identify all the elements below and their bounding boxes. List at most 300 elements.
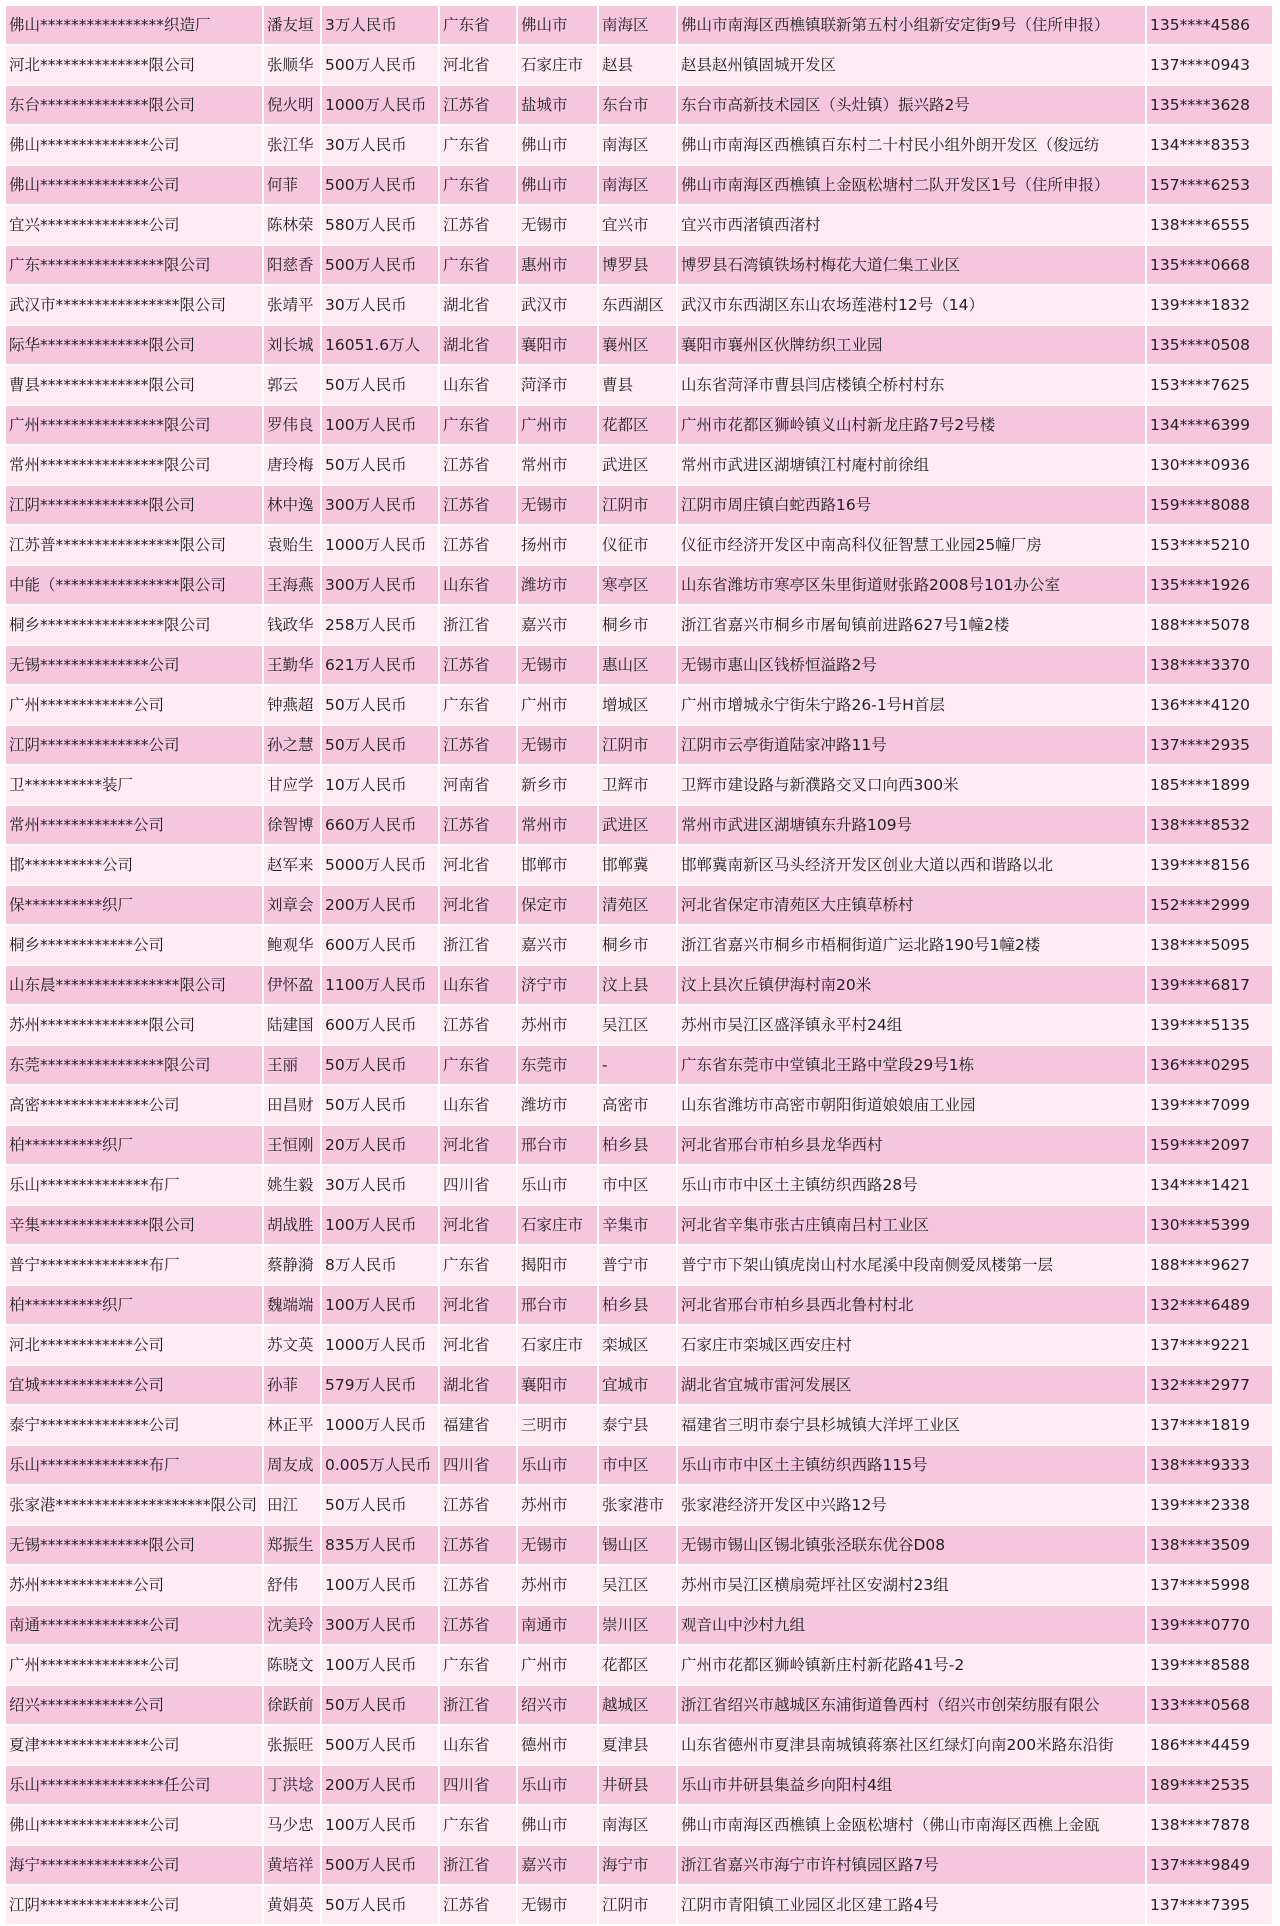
company-name-cell: 无锡**************公司 bbox=[6, 646, 262, 684]
province-cell: 湖北省 bbox=[440, 1366, 516, 1404]
table-row bbox=[6, 1526, 1274, 1566]
registered-capital-cell: 300万人民币 bbox=[322, 486, 438, 524]
province-cell: 广东省 bbox=[440, 6, 516, 44]
address-cell: 江阴市青阳镇工业园区北区建工路4号 bbox=[678, 1886, 1145, 1924]
district-cell: 柏乡县 bbox=[599, 1286, 676, 1324]
company-name-cell: 中能（****************限公司 bbox=[6, 566, 262, 604]
address-cell: 东台市高新技术园区（头灶镇）振兴路2号 bbox=[678, 86, 1145, 124]
district-cell: 普宁市 bbox=[599, 1246, 676, 1284]
district-cell: 增城区 bbox=[599, 686, 676, 724]
province-cell: 四川省 bbox=[440, 1766, 516, 1804]
table-row bbox=[6, 86, 1274, 126]
phone-cell: 138****5095 bbox=[1147, 926, 1272, 964]
phone-cell: 189****2535 bbox=[1147, 1766, 1272, 1804]
district-cell: - bbox=[599, 1046, 676, 1084]
address-cell: 浙江省嘉兴市桐乡市梧桐街道广运北路190号1幢2楼 bbox=[678, 926, 1145, 964]
phone-cell: 139****0770 bbox=[1147, 1606, 1272, 1644]
city-cell: 乐山市 bbox=[518, 1166, 597, 1204]
address-cell: 常州市武进区湖塘镇东升路109号 bbox=[678, 806, 1145, 844]
district-cell: 江阴市 bbox=[599, 486, 676, 524]
city-cell: 佛山市 bbox=[518, 1806, 597, 1844]
registered-capital-cell: 258万人民币 bbox=[322, 606, 438, 644]
table-row bbox=[6, 326, 1274, 366]
province-cell: 山东省 bbox=[440, 366, 516, 404]
province-cell: 山东省 bbox=[440, 566, 516, 604]
phone-cell: 139****2338 bbox=[1147, 1486, 1272, 1524]
province-cell: 江苏省 bbox=[440, 206, 516, 244]
legal-rep-cell: 魏端端 bbox=[264, 1286, 320, 1324]
province-cell: 浙江省 bbox=[440, 1686, 516, 1724]
address-cell: 广州市花都区狮岭镇义山村新龙庄路7号2号楼 bbox=[678, 406, 1145, 444]
province-cell: 河北省 bbox=[440, 846, 516, 884]
company-name-cell: 海宁**************公司 bbox=[6, 1846, 262, 1884]
district-cell: 赵县 bbox=[599, 46, 676, 84]
city-cell: 无锡市 bbox=[518, 206, 597, 244]
district-cell: 井研县 bbox=[599, 1766, 676, 1804]
city-cell: 石家庄市 bbox=[518, 46, 597, 84]
table-row bbox=[6, 1406, 1274, 1446]
legal-rep-cell: 林正平 bbox=[264, 1406, 320, 1444]
province-cell: 山东省 bbox=[440, 966, 516, 1004]
city-cell: 常州市 bbox=[518, 446, 597, 484]
registered-capital-cell: 100万人民币 bbox=[322, 1566, 438, 1604]
table-row bbox=[6, 6, 1274, 46]
address-cell: 福建省三明市泰宁县杉城镇大洋坪工业区 bbox=[678, 1406, 1145, 1444]
district-cell: 市中区 bbox=[599, 1446, 676, 1484]
city-cell: 苏州市 bbox=[518, 1566, 597, 1604]
city-cell: 乐山市 bbox=[518, 1766, 597, 1804]
table-row bbox=[6, 566, 1274, 606]
address-cell: 常州市武进区湖塘镇江村庵村前徐组 bbox=[678, 446, 1145, 484]
table-row bbox=[6, 766, 1274, 806]
table-row bbox=[6, 206, 1274, 246]
city-cell: 襄阳市 bbox=[518, 326, 597, 364]
phone-cell: 157****6253 bbox=[1147, 166, 1272, 204]
province-cell: 四川省 bbox=[440, 1446, 516, 1484]
city-cell: 佛山市 bbox=[518, 6, 597, 44]
legal-rep-cell: 周友成 bbox=[264, 1446, 320, 1484]
province-cell: 江苏省 bbox=[440, 526, 516, 564]
city-cell: 惠州市 bbox=[518, 246, 597, 284]
registered-capital-cell: 579万人民币 bbox=[322, 1366, 438, 1404]
registered-capital-cell: 50万人民币 bbox=[322, 1086, 438, 1124]
district-cell: 海宁市 bbox=[599, 1846, 676, 1884]
province-cell: 广东省 bbox=[440, 166, 516, 204]
registered-capital-cell: 1000万人民币 bbox=[322, 1406, 438, 1444]
phone-cell: 159****8088 bbox=[1147, 486, 1272, 524]
district-cell: 宜兴市 bbox=[599, 206, 676, 244]
legal-rep-cell: 袁贻生 bbox=[264, 526, 320, 564]
phone-cell: 132****6489 bbox=[1147, 1286, 1272, 1324]
table-row bbox=[6, 1566, 1274, 1606]
phone-cell: 137****0943 bbox=[1147, 46, 1272, 84]
company-name-cell: 桐乡****************限公司 bbox=[6, 606, 262, 644]
address-cell: 佛山市南海区西樵镇上金瓯松塘村（佛山市南海区西樵上金瓯 bbox=[678, 1806, 1145, 1844]
phone-cell: 186****4459 bbox=[1147, 1726, 1272, 1764]
company-table bbox=[6, 6, 1274, 1926]
legal-rep-cell: 孙之慧 bbox=[264, 726, 320, 764]
legal-rep-cell: 何菲 bbox=[264, 166, 320, 204]
table-row bbox=[6, 1086, 1274, 1126]
province-cell: 河南省 bbox=[440, 766, 516, 804]
city-cell: 苏州市 bbox=[518, 1006, 597, 1044]
province-cell: 广东省 bbox=[440, 246, 516, 284]
city-cell: 保定市 bbox=[518, 886, 597, 924]
company-name-cell: 东莞****************限公司 bbox=[6, 1046, 262, 1084]
district-cell: 博罗县 bbox=[599, 246, 676, 284]
legal-rep-cell: 郑振生 bbox=[264, 1526, 320, 1564]
table-row bbox=[6, 606, 1274, 646]
company-name-cell: 苏州************公司 bbox=[6, 1566, 262, 1604]
phone-cell: 135****0668 bbox=[1147, 246, 1272, 284]
legal-rep-cell: 张顺华 bbox=[264, 46, 320, 84]
legal-rep-cell: 王勤华 bbox=[264, 646, 320, 684]
province-cell: 河北省 bbox=[440, 1126, 516, 1164]
legal-rep-cell: 王恒刚 bbox=[264, 1126, 320, 1164]
address-cell: 广东省东莞市中堂镇北王路中堂段29号1栋 bbox=[678, 1046, 1145, 1084]
district-cell: 高密市 bbox=[599, 1086, 676, 1124]
district-cell: 栾城区 bbox=[599, 1326, 676, 1364]
address-cell: 邯郸冀南新区马头经济开发区创业大道以西和谐路以北 bbox=[678, 846, 1145, 884]
table-row bbox=[6, 1166, 1274, 1206]
province-cell: 湖北省 bbox=[440, 326, 516, 364]
registered-capital-cell: 600万人民币 bbox=[322, 1006, 438, 1044]
registered-capital-cell: 50万人民币 bbox=[322, 366, 438, 404]
city-cell: 嘉兴市 bbox=[518, 1846, 597, 1884]
registered-capital-cell: 200万人民币 bbox=[322, 886, 438, 924]
phone-cell: 137****9221 bbox=[1147, 1326, 1272, 1364]
province-cell: 河北省 bbox=[440, 886, 516, 924]
city-cell: 三明市 bbox=[518, 1406, 597, 1444]
company-name-cell: 柏**********织厂 bbox=[6, 1286, 262, 1324]
registered-capital-cell: 30万人民币 bbox=[322, 126, 438, 164]
district-cell: 寒亭区 bbox=[599, 566, 676, 604]
legal-rep-cell: 舒伟 bbox=[264, 1566, 320, 1604]
legal-rep-cell: 王丽 bbox=[264, 1046, 320, 1084]
phone-cell: 138****3509 bbox=[1147, 1526, 1272, 1564]
province-cell: 广东省 bbox=[440, 1246, 516, 1284]
company-name-cell: 邯**********公司 bbox=[6, 846, 262, 884]
table-row bbox=[6, 886, 1274, 926]
city-cell: 苏州市 bbox=[518, 1486, 597, 1524]
city-cell: 邢台市 bbox=[518, 1286, 597, 1324]
address-cell: 卫辉市建设路与新濮路交叉口向西300米 bbox=[678, 766, 1145, 804]
legal-rep-cell: 姚生毅 bbox=[264, 1166, 320, 1204]
table-row bbox=[6, 366, 1274, 406]
city-cell: 广州市 bbox=[518, 406, 597, 444]
city-cell: 佛山市 bbox=[518, 126, 597, 164]
city-cell: 常州市 bbox=[518, 806, 597, 844]
table-row bbox=[6, 806, 1274, 846]
address-cell: 乐山市井研县集益乡向阳村4组 bbox=[678, 1766, 1145, 1804]
legal-rep-cell: 张江华 bbox=[264, 126, 320, 164]
phone-cell: 159****2097 bbox=[1147, 1126, 1272, 1164]
phone-cell: 188****9627 bbox=[1147, 1246, 1272, 1284]
table-row bbox=[6, 1006, 1274, 1046]
city-cell: 扬州市 bbox=[518, 526, 597, 564]
company-name-cell: 曹县**************限公司 bbox=[6, 366, 262, 404]
table-row bbox=[6, 1326, 1274, 1366]
district-cell: 仪征市 bbox=[599, 526, 676, 564]
company-name-cell: 张家港********************限公司 bbox=[6, 1486, 262, 1524]
registered-capital-cell: 16051.6万人 bbox=[322, 326, 438, 364]
city-cell: 嘉兴市 bbox=[518, 926, 597, 964]
legal-rep-cell: 沈美玲 bbox=[264, 1606, 320, 1644]
company-name-cell: 乐山**************布厂 bbox=[6, 1446, 262, 1484]
phone-cell: 137****5998 bbox=[1147, 1566, 1272, 1604]
company-name-cell: 桐乡************公司 bbox=[6, 926, 262, 964]
legal-rep-cell: 胡战胜 bbox=[264, 1206, 320, 1244]
city-cell: 揭阳市 bbox=[518, 1246, 597, 1284]
phone-cell: 137****2935 bbox=[1147, 726, 1272, 764]
address-cell: 无锡市惠山区钱桥恒溢路2号 bbox=[678, 646, 1145, 684]
company-name-cell: 常州****************限公司 bbox=[6, 446, 262, 484]
company-name-cell: 高密**************公司 bbox=[6, 1086, 262, 1124]
address-cell: 佛山市南海区西樵镇上金瓯松塘村二队开发区1号（住所申报） bbox=[678, 166, 1145, 204]
table-row bbox=[6, 1646, 1274, 1686]
city-cell: 潍坊市 bbox=[518, 566, 597, 604]
address-cell: 山东省潍坊市寒亭区朱里街道财张路2008号101办公室 bbox=[678, 566, 1145, 604]
address-cell: 苏州市吴江区盛泽镇永平村24组 bbox=[678, 1006, 1145, 1044]
legal-rep-cell: 黄娟英 bbox=[264, 1886, 320, 1924]
company-name-cell: 东台**************限公司 bbox=[6, 86, 262, 124]
province-cell: 广东省 bbox=[440, 1806, 516, 1844]
district-cell: 武进区 bbox=[599, 806, 676, 844]
city-cell: 广州市 bbox=[518, 686, 597, 724]
table-row bbox=[6, 966, 1274, 1006]
registered-capital-cell: 835万人民币 bbox=[322, 1526, 438, 1564]
company-name-cell: 普宁**************布厂 bbox=[6, 1246, 262, 1284]
address-cell: 山东省菏泽市曹县闫店楼镇仝桥村村东 bbox=[678, 366, 1145, 404]
city-cell: 盐城市 bbox=[518, 86, 597, 124]
province-cell: 广东省 bbox=[440, 686, 516, 724]
city-cell: 无锡市 bbox=[518, 1526, 597, 1564]
legal-rep-cell: 甘应学 bbox=[264, 766, 320, 804]
address-cell: 宜兴市西渚镇西渚村 bbox=[678, 206, 1145, 244]
city-cell: 济宁市 bbox=[518, 966, 597, 1004]
registered-capital-cell: 30万人民币 bbox=[322, 286, 438, 324]
legal-rep-cell: 阳慈香 bbox=[264, 246, 320, 284]
phone-cell: 139****7099 bbox=[1147, 1086, 1272, 1124]
company-name-cell: 乐山**************布厂 bbox=[6, 1166, 262, 1204]
phone-cell: 137****7395 bbox=[1147, 1886, 1272, 1924]
table-row bbox=[6, 846, 1274, 886]
address-cell: 佛山市南海区西樵镇联新第五村小组新安定街9号（住所申报） bbox=[678, 6, 1145, 44]
phone-cell: 136****4120 bbox=[1147, 686, 1272, 724]
registered-capital-cell: 100万人民币 bbox=[322, 1646, 438, 1684]
district-cell: 江阴市 bbox=[599, 1886, 676, 1924]
city-cell: 潍坊市 bbox=[518, 1086, 597, 1124]
address-cell: 苏州市吴江区横扇菀坪社区安湖村23组 bbox=[678, 1566, 1145, 1604]
phone-cell: 139****1832 bbox=[1147, 286, 1272, 324]
company-name-cell: 常州************公司 bbox=[6, 806, 262, 844]
company-name-cell: 际华**************限公司 bbox=[6, 326, 262, 364]
table-row bbox=[6, 126, 1274, 166]
phone-cell: 188****5078 bbox=[1147, 606, 1272, 644]
company-name-cell: 柏**********织厂 bbox=[6, 1126, 262, 1164]
legal-rep-cell: 田昌财 bbox=[264, 1086, 320, 1124]
address-cell: 石家庄市栾城区西安庄村 bbox=[678, 1326, 1145, 1364]
district-cell: 卫辉市 bbox=[599, 766, 676, 804]
table-row bbox=[6, 1286, 1274, 1326]
registered-capital-cell: 500万人民币 bbox=[322, 246, 438, 284]
company-name-cell: 南通**************公司 bbox=[6, 1606, 262, 1644]
province-cell: 江苏省 bbox=[440, 1566, 516, 1604]
table-row bbox=[6, 646, 1274, 686]
city-cell: 无锡市 bbox=[518, 646, 597, 684]
table-row bbox=[6, 1126, 1274, 1166]
company-name-cell: 江苏普****************限公司 bbox=[6, 526, 262, 564]
phone-cell: 132****2977 bbox=[1147, 1366, 1272, 1404]
company-name-cell: 夏津**************公司 bbox=[6, 1726, 262, 1764]
legal-rep-cell: 丁洪埝 bbox=[264, 1766, 320, 1804]
table-row bbox=[6, 1686, 1274, 1726]
legal-rep-cell: 钟燕超 bbox=[264, 686, 320, 724]
district-cell: 江阴市 bbox=[599, 726, 676, 764]
district-cell: 花都区 bbox=[599, 1646, 676, 1684]
district-cell: 邯郸冀 bbox=[599, 846, 676, 884]
registered-capital-cell: 3万人民币 bbox=[322, 6, 438, 44]
district-cell: 夏津县 bbox=[599, 1726, 676, 1764]
company-name-cell: 宜兴**************公司 bbox=[6, 206, 262, 244]
legal-rep-cell: 黄培祥 bbox=[264, 1846, 320, 1884]
registered-capital-cell: 50万人民币 bbox=[322, 446, 438, 484]
province-cell: 江苏省 bbox=[440, 1006, 516, 1044]
legal-rep-cell: 陈林荣 bbox=[264, 206, 320, 244]
company-name-cell: 广州**************公司 bbox=[6, 1646, 262, 1684]
address-cell: 广州市增城永宁街朱宁路26-1号H首层 bbox=[678, 686, 1145, 724]
registered-capital-cell: 600万人民币 bbox=[322, 926, 438, 964]
company-name-cell: 广州************公司 bbox=[6, 686, 262, 724]
registered-capital-cell: 500万人民币 bbox=[322, 166, 438, 204]
company-name-cell: 山东晨****************限公司 bbox=[6, 966, 262, 1004]
registered-capital-cell: 621万人民币 bbox=[322, 646, 438, 684]
legal-rep-cell: 郭云 bbox=[264, 366, 320, 404]
company-name-cell: 武汉市****************限公司 bbox=[6, 286, 262, 324]
registered-capital-cell: 500万人民币 bbox=[322, 46, 438, 84]
city-cell: 石家庄市 bbox=[518, 1206, 597, 1244]
company-name-cell: 泰宁**************公司 bbox=[6, 1406, 262, 1444]
legal-rep-cell: 刘长城 bbox=[264, 326, 320, 364]
company-name-cell: 绍兴************公司 bbox=[6, 1686, 262, 1724]
company-name-cell: 宜城************公司 bbox=[6, 1366, 262, 1404]
district-cell: 桐乡市 bbox=[599, 606, 676, 644]
phone-cell: 153****7625 bbox=[1147, 366, 1272, 404]
province-cell: 广东省 bbox=[440, 1046, 516, 1084]
phone-cell: 138****9333 bbox=[1147, 1446, 1272, 1484]
legal-rep-cell: 张靖平 bbox=[264, 286, 320, 324]
province-cell: 浙江省 bbox=[440, 1846, 516, 1884]
registered-capital-cell: 50万人民币 bbox=[322, 686, 438, 724]
table-row bbox=[6, 686, 1274, 726]
table-row bbox=[6, 446, 1274, 486]
registered-capital-cell: 1100万人民币 bbox=[322, 966, 438, 1004]
district-cell: 南海区 bbox=[599, 126, 676, 164]
address-cell: 襄阳市襄州区伙牌纺织工业园 bbox=[678, 326, 1145, 364]
district-cell: 辛集市 bbox=[599, 1206, 676, 1244]
district-cell: 桐乡市 bbox=[599, 926, 676, 964]
legal-rep-cell: 张振旺 bbox=[264, 1726, 320, 1764]
registered-capital-cell: 50万人民币 bbox=[322, 1486, 438, 1524]
province-cell: 江苏省 bbox=[440, 726, 516, 764]
registered-capital-cell: 100万人民币 bbox=[322, 406, 438, 444]
table-row bbox=[6, 726, 1274, 766]
company-name-cell: 苏州**************限公司 bbox=[6, 1006, 262, 1044]
company-name-cell: 辛集**************限公司 bbox=[6, 1206, 262, 1244]
legal-rep-cell: 伊怀盈 bbox=[264, 966, 320, 1004]
district-cell: 宜城市 bbox=[599, 1366, 676, 1404]
city-cell: 无锡市 bbox=[518, 486, 597, 524]
legal-rep-cell: 蔡静漪 bbox=[264, 1246, 320, 1284]
phone-cell: 135****0508 bbox=[1147, 326, 1272, 364]
phone-cell: 138****7878 bbox=[1147, 1806, 1272, 1844]
company-name-cell: 佛山**************公司 bbox=[6, 166, 262, 204]
phone-cell: 138****8532 bbox=[1147, 806, 1272, 844]
legal-rep-cell: 钱政华 bbox=[264, 606, 320, 644]
province-cell: 山东省 bbox=[440, 1086, 516, 1124]
address-cell: 河北省辛集市张古庄镇南吕村工业区 bbox=[678, 1206, 1145, 1244]
company-name-cell: 江阴**************限公司 bbox=[6, 486, 262, 524]
district-cell: 越城区 bbox=[599, 1686, 676, 1724]
address-cell: 山东省潍坊市高密市朝阳街道娘娘庙工业园 bbox=[678, 1086, 1145, 1124]
address-cell: 武汉市东西湖区东山农场莲港村12号（14） bbox=[678, 286, 1145, 324]
address-cell: 普宁市下架山镇虎岗山村水尾溪中段南侧爱凤楼第一层 bbox=[678, 1246, 1145, 1284]
city-cell: 襄阳市 bbox=[518, 1366, 597, 1404]
address-cell: 广州市花都区狮岭镇新庄村新花路41号-2 bbox=[678, 1646, 1145, 1684]
address-cell: 张家港经济开发区中兴路12号 bbox=[678, 1486, 1145, 1524]
phone-cell: 134****1421 bbox=[1147, 1166, 1272, 1204]
table-row bbox=[6, 1446, 1274, 1486]
address-cell: 乐山市市中区土主镇纺织西路28号 bbox=[678, 1166, 1145, 1204]
province-cell: 江苏省 bbox=[440, 1606, 516, 1644]
address-cell: 湖北省宜城市雷河发展区 bbox=[678, 1366, 1145, 1404]
address-cell: 浙江省绍兴市越城区东浦街道鲁西村（绍兴市创荣纺服有限公 bbox=[678, 1686, 1145, 1724]
district-cell: 市中区 bbox=[599, 1166, 676, 1204]
address-cell: 观音山中沙村九组 bbox=[678, 1606, 1145, 1644]
table-row bbox=[6, 1846, 1274, 1886]
registered-capital-cell: 660万人民币 bbox=[322, 806, 438, 844]
address-cell: 赵县赵州镇固城开发区 bbox=[678, 46, 1145, 84]
province-cell: 江苏省 bbox=[440, 1486, 516, 1524]
company-name-cell: 保**********织厂 bbox=[6, 886, 262, 924]
company-name-cell: 佛山**************公司 bbox=[6, 126, 262, 164]
legal-rep-cell: 苏文英 bbox=[264, 1326, 320, 1364]
phone-cell: 137****9849 bbox=[1147, 1846, 1272, 1884]
registered-capital-cell: 5000万人民币 bbox=[322, 846, 438, 884]
province-cell: 江苏省 bbox=[440, 806, 516, 844]
table-row bbox=[6, 246, 1274, 286]
registered-capital-cell: 30万人民币 bbox=[322, 1166, 438, 1204]
legal-rep-cell: 田江 bbox=[264, 1486, 320, 1524]
city-cell: 邢台市 bbox=[518, 1126, 597, 1164]
district-cell: 东台市 bbox=[599, 86, 676, 124]
registered-capital-cell: 1000万人民币 bbox=[322, 526, 438, 564]
province-cell: 江苏省 bbox=[440, 1526, 516, 1564]
registered-capital-cell: 100万人民币 bbox=[322, 1286, 438, 1324]
city-cell: 嘉兴市 bbox=[518, 606, 597, 644]
legal-rep-cell: 徐智博 bbox=[264, 806, 320, 844]
city-cell: 东莞市 bbox=[518, 1046, 597, 1084]
province-cell: 江苏省 bbox=[440, 1886, 516, 1924]
province-cell: 浙江省 bbox=[440, 606, 516, 644]
table-row bbox=[6, 1886, 1274, 1926]
city-cell: 广州市 bbox=[518, 1646, 597, 1684]
table-row bbox=[6, 1366, 1274, 1406]
registered-capital-cell: 200万人民币 bbox=[322, 1766, 438, 1804]
city-cell: 绍兴市 bbox=[518, 1686, 597, 1724]
province-cell: 广东省 bbox=[440, 1646, 516, 1684]
province-cell: 河北省 bbox=[440, 46, 516, 84]
